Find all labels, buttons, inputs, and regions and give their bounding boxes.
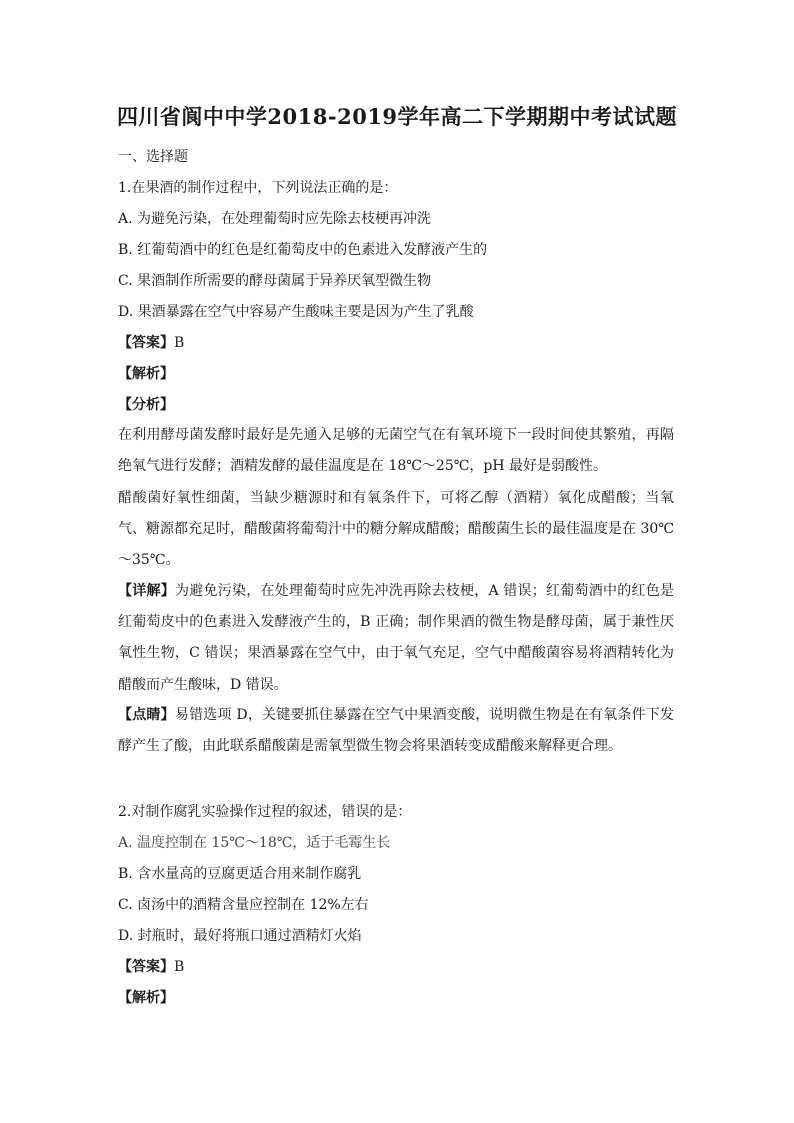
- question-1-option-c: C. 果酒制作所需要的酵母菌属于异养厌氧型微生物: [118, 273, 432, 289]
- answer-value: B: [174, 959, 185, 975]
- answer-value: B: [174, 335, 185, 351]
- question-2-stem: 2.对制作腐乳实验操作过程的叙述，错误的是：: [118, 804, 412, 820]
- detail-label: 【详解】: [118, 583, 175, 599]
- question-2-analysis-label: 【解析】: [118, 990, 174, 1006]
- section-heading: 一、选择题: [118, 149, 188, 165]
- question-2-answer: [118, 957, 184, 977]
- question-2-option-c: C. 卤汤中的酒精含量应控制在 12%左右: [118, 897, 369, 913]
- question-1-fenxi-paragraph-2: 醋酸菌好氧性细菌，当缺少糖源时和有氧条件下，可将乙醇（酒精）氧化成醋酸；当氧气、糖源都充足时，醋酸菌将葡萄汁中的糖分解成醋酸；醋酸菌生长的最佳温度是在 30℃～35℃。: [118, 490, 674, 569]
- question-2-option-b: B. 含水量高的豆腐更适合用来制作腐乳: [118, 866, 362, 882]
- point-label: 【点睛】: [118, 707, 175, 723]
- question-1-fenxi-paragraph-1: 在利用酵母菌发酵时最好是先通入足够的无菌空气在有氧环境下一段时间使其繁殖，再隔绝氧气进行发酵；酒精发酵的最佳温度是在 18℃～25℃，pH 最好是弱酸性。: [118, 427, 674, 475]
- question-1-analysis-label: 【解析】: [118, 366, 174, 382]
- question-1-point: [118, 700, 674, 762]
- question-1-option-b: B. 红葡萄酒中的红色是红葡萄皮中的色素进入发酵液产生的: [118, 242, 488, 258]
- question-1-answer: [118, 333, 184, 353]
- detail-text: 为避免污染，在处理葡萄时应先冲洗再除去枝梗，A 错误；红葡萄酒中的红色是红葡萄皮中的色素进入发酵液产生的，B 正确；制作果酒的微生物是酵母菌，属于兼性厌氧性生物，C 错误；果酒暴露在空气中，由于氧气充足，空气中醋酸菌容易将酒精转化为醋酸而产生酸味，D 错误。: [118, 583, 675, 693]
- question-1-fenxi-label: 【分析】: [118, 397, 174, 413]
- question-2-option-d: D. 封瓶时，最好将瓶口通过酒精灯火焰: [118, 928, 362, 944]
- question-2-option-a: A. 温度控制在 15℃～18℃，适于毛霉生长: [118, 835, 391, 851]
- answer-label: 【答案】: [118, 959, 174, 975]
- point-text: 易错选项 D，关键要抓住暴露在空气中果酒变酸，说明微生物是在有氧条件下发酵产生了酸，由此联系醋酸菌是需氧型微生物会将果酒转变成醋酸来解释更合理。: [118, 707, 674, 755]
- question-1-option-a: A. 为避免污染，在处理葡萄时应先除去枝梗再冲洗: [118, 211, 432, 227]
- question-1-detail: [118, 576, 674, 701]
- answer-label: 【答案】: [118, 335, 174, 351]
- question-1-stem: 1.在果酒的制作过程中，下列说法正确的是：: [118, 180, 398, 196]
- page-title: 四川省阆中中学2018-2019学年高二下学期期中考试试题: [116, 104, 678, 129]
- question-1-option-d: D. 果酒暴露在空气中容易产生酸味主要是因为产生了乳酸: [118, 304, 474, 320]
